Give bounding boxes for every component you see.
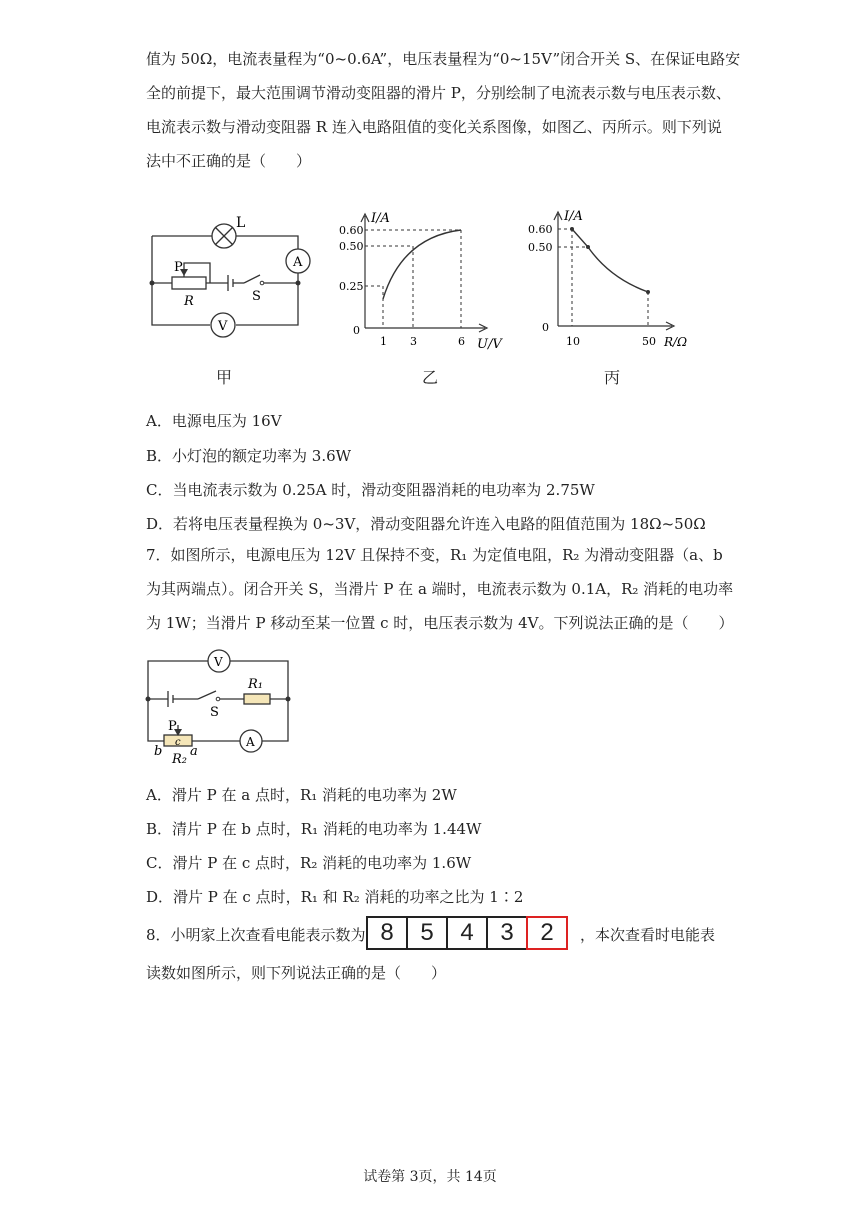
svg-text:0.60: 0.60 <box>528 223 553 236</box>
svg-text:c: c <box>175 737 181 748</box>
svg-text:a: a <box>190 744 198 759</box>
switch-icon <box>244 275 260 283</box>
q6-circuit-diagram <box>140 205 320 350</box>
svg-text:10: 10 <box>566 335 580 348</box>
svg-text:50: 50 <box>642 335 656 348</box>
q6-option-d: D．若将电压表量程换为 0~3V，滑动变阻器允许连入电路的阻值范围为 18Ω~50Ω <box>146 515 706 533</box>
svg-text:0: 0 <box>353 324 360 337</box>
svg-text:0.25: 0.25 <box>339 280 364 293</box>
svg-text:1: 1 <box>380 335 387 348</box>
resistor-r1-icon <box>244 694 270 704</box>
figure-label-jia: 甲 <box>216 368 233 387</box>
q8-line-2: 读数如图所示，则下列说法正确的是（ ） <box>146 964 447 982</box>
svg-text:I/A: I/A <box>371 211 390 226</box>
svg-text:0.60: 0.60 <box>339 224 364 237</box>
page-footer: 试卷第 3页，共 14页 <box>363 1169 497 1185</box>
svg-text:P: P <box>174 260 183 275</box>
svg-text:U/V: U/V <box>477 337 502 352</box>
q6-line-4: 法中不正确的是（ ） <box>146 152 312 170</box>
meter-digit-decimal: 2 <box>526 916 568 950</box>
meter-digit: 4 <box>446 916 488 950</box>
q7-line-3: 为 1W；当滑片 P 移动至某一位置 c 时，电压表示数为 4V。下列说法正确的是（ ） <box>146 614 734 632</box>
svg-text:I/A: I/A <box>564 209 583 224</box>
meter-digit: 8 <box>366 916 408 950</box>
switch-icon <box>198 691 216 699</box>
svg-text:S: S <box>210 705 219 720</box>
svg-text:R₂: R₂ <box>172 752 187 767</box>
q7-circuit-diagram <box>140 645 300 770</box>
meter-digit: 5 <box>406 916 448 950</box>
q6-graph-yi <box>335 200 515 355</box>
svg-text:6: 6 <box>458 335 465 348</box>
svg-text:R: R <box>184 294 194 309</box>
q7-option-c: C．滑片 P 在 c 点时，R₂ 消耗的电功率为 1.6W <box>146 854 472 872</box>
svg-text:0: 0 <box>542 321 549 334</box>
svg-text:V: V <box>214 655 223 669</box>
q6-option-b: B．小灯泡的额定功率为 3.6W <box>146 447 352 465</box>
meter-digit: 3 <box>486 916 528 950</box>
rheostat-icon <box>172 277 206 289</box>
q6-option-a: A．电源电压为 16V <box>146 412 282 430</box>
svg-text:V: V <box>218 319 228 334</box>
svg-text:A: A <box>246 735 255 749</box>
q6-graph-bing <box>522 200 702 355</box>
q7-line-2: 为其两端点）。闭合开关 S，当滑片 P 在 a 端时，电流表示数为 0.1A，R₂ 消耗的电功率 <box>146 580 734 598</box>
svg-text:S: S <box>252 289 261 304</box>
electric-meter-reading <box>368 916 568 950</box>
svg-text:P: P <box>168 719 177 734</box>
figure-label-yi: 乙 <box>422 368 439 387</box>
svg-text:A: A <box>293 255 303 270</box>
q7-line-1: 7．如图所示，电源电压为 12V 且保持不变，R₁ 为定值电阻，R₂ 为滑动变阻器（a、b <box>146 546 723 564</box>
figure-label-bing: 丙 <box>604 368 621 387</box>
q8-prefix: 8．小明家上次查看电能表示数为 <box>146 926 366 944</box>
q8-suffix: ，本次查看时电能表 <box>580 926 716 944</box>
svg-text:0.50: 0.50 <box>528 241 553 254</box>
q6-line-1: 值为 50Ω，电流表量程为“0~0.6A”，电压表量程为“0~15V”闭合开关 S、在保证电路安 <box>146 50 741 68</box>
q7-option-b: B．清片 P 在 b 点时，R₁ 消耗的电功率为 1.44W <box>146 820 482 838</box>
svg-text:R/Ω: R/Ω <box>664 335 688 349</box>
q6-option-c: C．当电流表示数为 0.25A 时，滑动变阻器消耗的电功率为 2.75W <box>146 481 595 499</box>
svg-text:L: L <box>236 215 246 231</box>
q6-line-2: 全的前提下，最大范围调节滑动变阻器的滑片 P，分别绘制了电流表示数与电压表示数、 <box>146 84 731 102</box>
q7-option-d: D．滑片 P 在 c 点时，R₁ 和 R₂ 消耗的功率之比为 1∶2 <box>146 888 524 906</box>
q6-line-3: 电流表示数与滑动变阻器 R 连入电路阻值的变化关系图像，如图乙、丙所示。则下列说 <box>146 118 722 136</box>
svg-text:b: b <box>154 744 163 759</box>
svg-text:3: 3 <box>410 335 417 348</box>
q7-option-a: A．滑片 P 在 a 点时，R₁ 消耗的电功率为 2W <box>146 786 457 804</box>
svg-text:0.50: 0.50 <box>339 240 364 253</box>
svg-text:R₁: R₁ <box>248 677 263 692</box>
